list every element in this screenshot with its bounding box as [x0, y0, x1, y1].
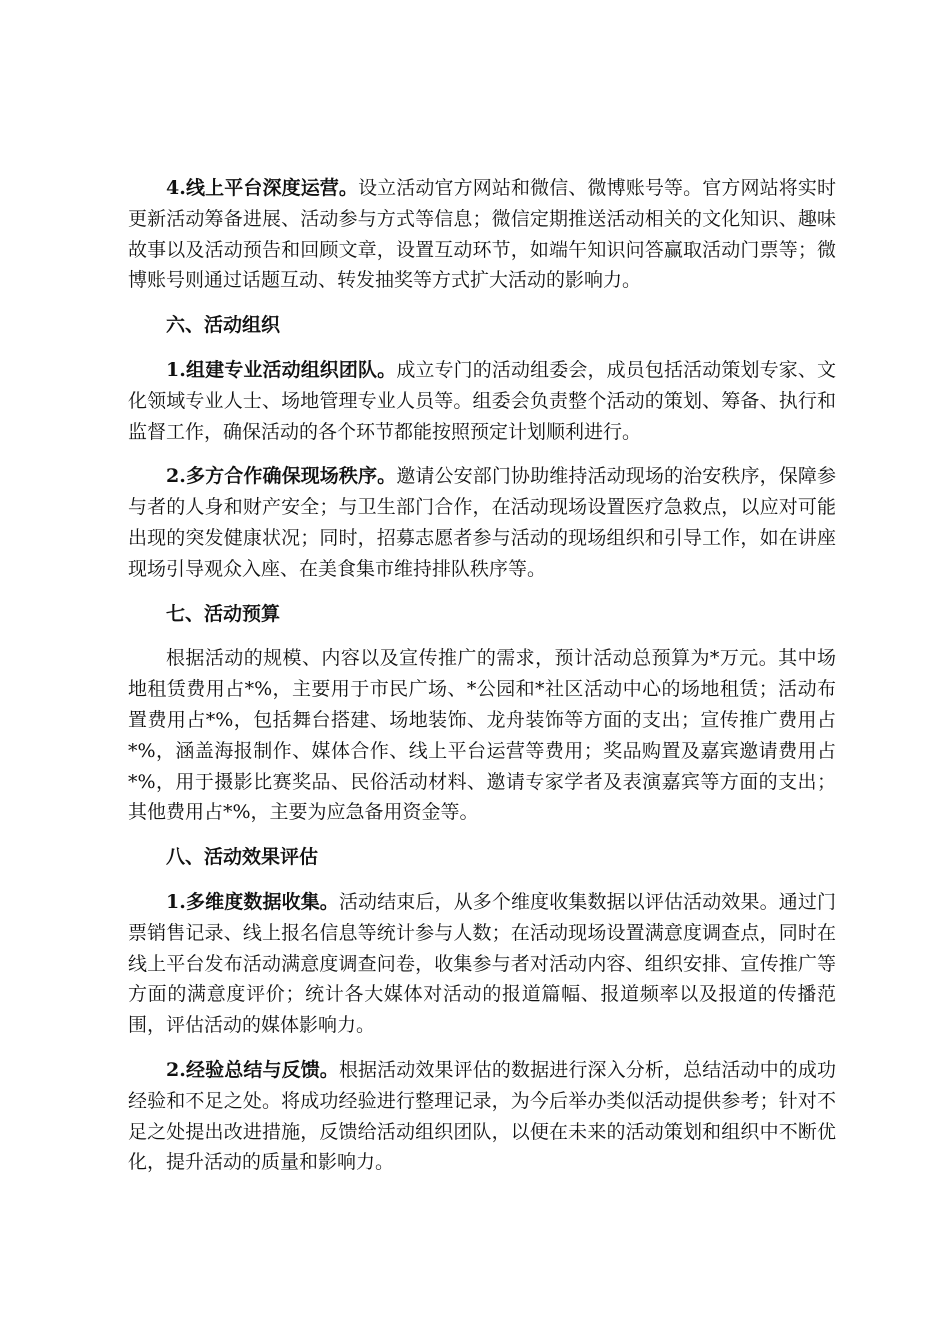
paragraph-budget — [128, 643, 836, 828]
paragraph-text: 活动结束后，从多个维度收集数据以评估活动效果。通过门票销售记录、线上报名信息等统计参与人数；在活动现场设置满意度调查点，同时在线上平台发布活动满意度调查问卷，收集参与者对活动内容、组织安排、宣传推广等方面的满意度评价；统计各大媒体对活动的报道篇幅、报道频率以及报道的传播范围，评估活动的媒体影响力。 — [128, 890, 836, 1037]
paragraph-lead: 2.多方合作确保现场秩序。 — [166, 465, 397, 488]
paragraph-text: 邀请公安部门协助维持活动现场的治安秩序，保障参与者的人身和财产安全；与卫生部门合作，在活动现场设置医疗急救点，以应对可能出现的突发健康状况；同时，招募志愿者参与活动的现场组织和引导工作，如在讲座现场引导观众入座、在美食集市维持排队秩序等。 — [128, 465, 836, 580]
paragraph-team — [128, 355, 836, 447]
paragraph-text: 根据活动效果评估的数据进行深入分析，总结活动中的成功经验和不足之处。将成功经验进行整理记录，为今后举办类似活动提供参考；针对不足之处提出改进措施，反馈给活动组织团队，以便在未来的活动策划和组织中不断优化，提升活动的质量和影响力。 — [128, 1058, 836, 1174]
section-heading-evaluation: 八、活动效果评估 — [166, 846, 319, 869]
document-body — [128, 173, 836, 1192]
paragraph-lead: 1.多维度数据收集。 — [166, 890, 339, 913]
paragraph-lead: 2.经验总结与反馈。 — [166, 1058, 339, 1081]
paragraph-text: 设立活动官方网站和微信、微博账号等。官方网站将实时更新活动筹备进展、活动参与方式等信息；微信定期推送活动相关的文化知识、趣味故事以及活动预告和回顾文章，设置互动环节，如端午知识问答赢取活动门票等；微博账号则通过话题互动、转发抽奖等方式扩大活动的影响力。 — [128, 177, 836, 292]
paragraph-cooperation — [128, 461, 836, 584]
paragraph-data-collection — [128, 887, 836, 1041]
paragraph-text: 根据活动的规模、内容以及宣传推广的需求，预计活动总预算为*万元。其中场地租赁费用占*%，主要用于市民广场、*公园和*社区活动中心的场地租赁；活动布置费用占*%，包括舞台搭建、场地装饰、龙舟装饰等方面的支出；宣传推广费用占*%，涵盖海报制作、媒体合作、线上平台运营等费用；奖品购置及嘉宾邀请费用占*%，用于摄影比赛奖品、民俗活动材料、邀请专家学者及表演嘉宾等方面的支出；其他费用占*%，主要为应急备用资金等。 — [128, 647, 836, 824]
paragraph-lead: 1.组建专业活动组织团队。 — [166, 358, 397, 381]
section-heading-budget: 七、活动预算 — [166, 602, 281, 625]
section-heading-organization: 六、活动组织 — [166, 314, 281, 337]
paragraph-online-operation — [128, 173, 836, 296]
paragraph-text: 成立专门的活动组委会，成员包括活动策划专家、文化领域专业人士、场地管理专业人员等。组委会负责整个活动的策划、筹备、执行和监督工作，确保活动的各个环节都能按照预定计划顺利进行。 — [128, 358, 836, 443]
paragraph-lead: 4.线上平台深度运营。 — [166, 177, 359, 199]
paragraph-summary — [128, 1055, 836, 1178]
